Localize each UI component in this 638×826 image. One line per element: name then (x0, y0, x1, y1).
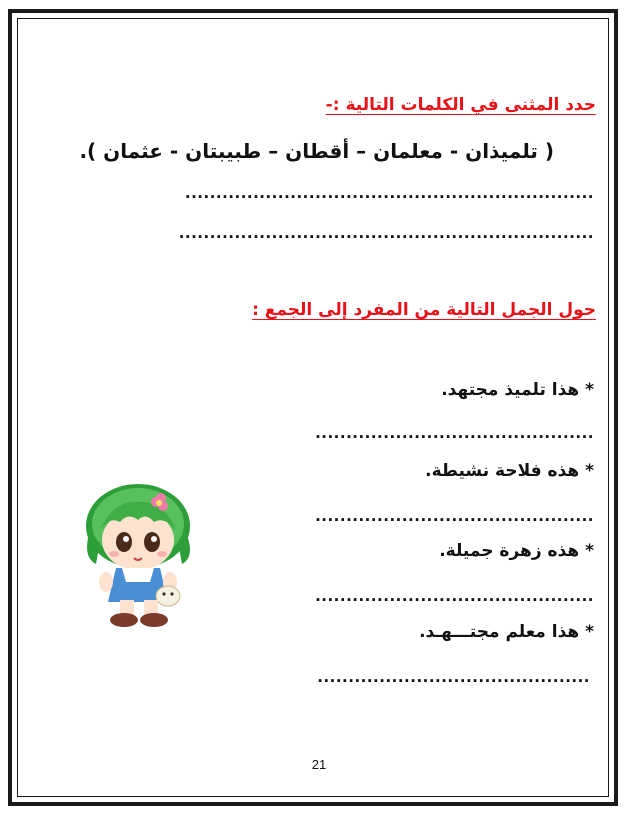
sentence-2: * هذه فلاحة نشيطة. (425, 461, 594, 481)
answer-line-sentence-2[interactable]: ............................................. (315, 507, 594, 525)
section1-heading: حدد المثنى في الكلمات التالية :- (325, 95, 596, 115)
cartoon-girl-illustration (64, 478, 214, 628)
sentence-3: * هذه زهرة جميلة. (439, 541, 594, 561)
sentence-1: * هذا تلميذ مجتهد. (441, 380, 594, 400)
page-number: 21 (311, 757, 327, 772)
answer-line-sentence-3[interactable]: ............................................. (315, 587, 594, 605)
answer-line-sentence-1[interactable]: ............................................. (315, 424, 594, 442)
answer-line-1[interactable]: .................................................................. (184, 184, 594, 202)
section2-heading: حول الجمل التالية من المفرد إلى الجمع : (252, 300, 596, 320)
word-list: ( تلميذان - معلمان – أقطان – طبيبتان - عثمان ). (79, 139, 554, 163)
answer-line-sentence-4[interactable]: ............................................ (317, 668, 590, 686)
answer-line-2[interactable]: ................................................................... (178, 224, 594, 242)
sentence-4: * هذا معلم مجتـــهـد. (419, 622, 594, 642)
